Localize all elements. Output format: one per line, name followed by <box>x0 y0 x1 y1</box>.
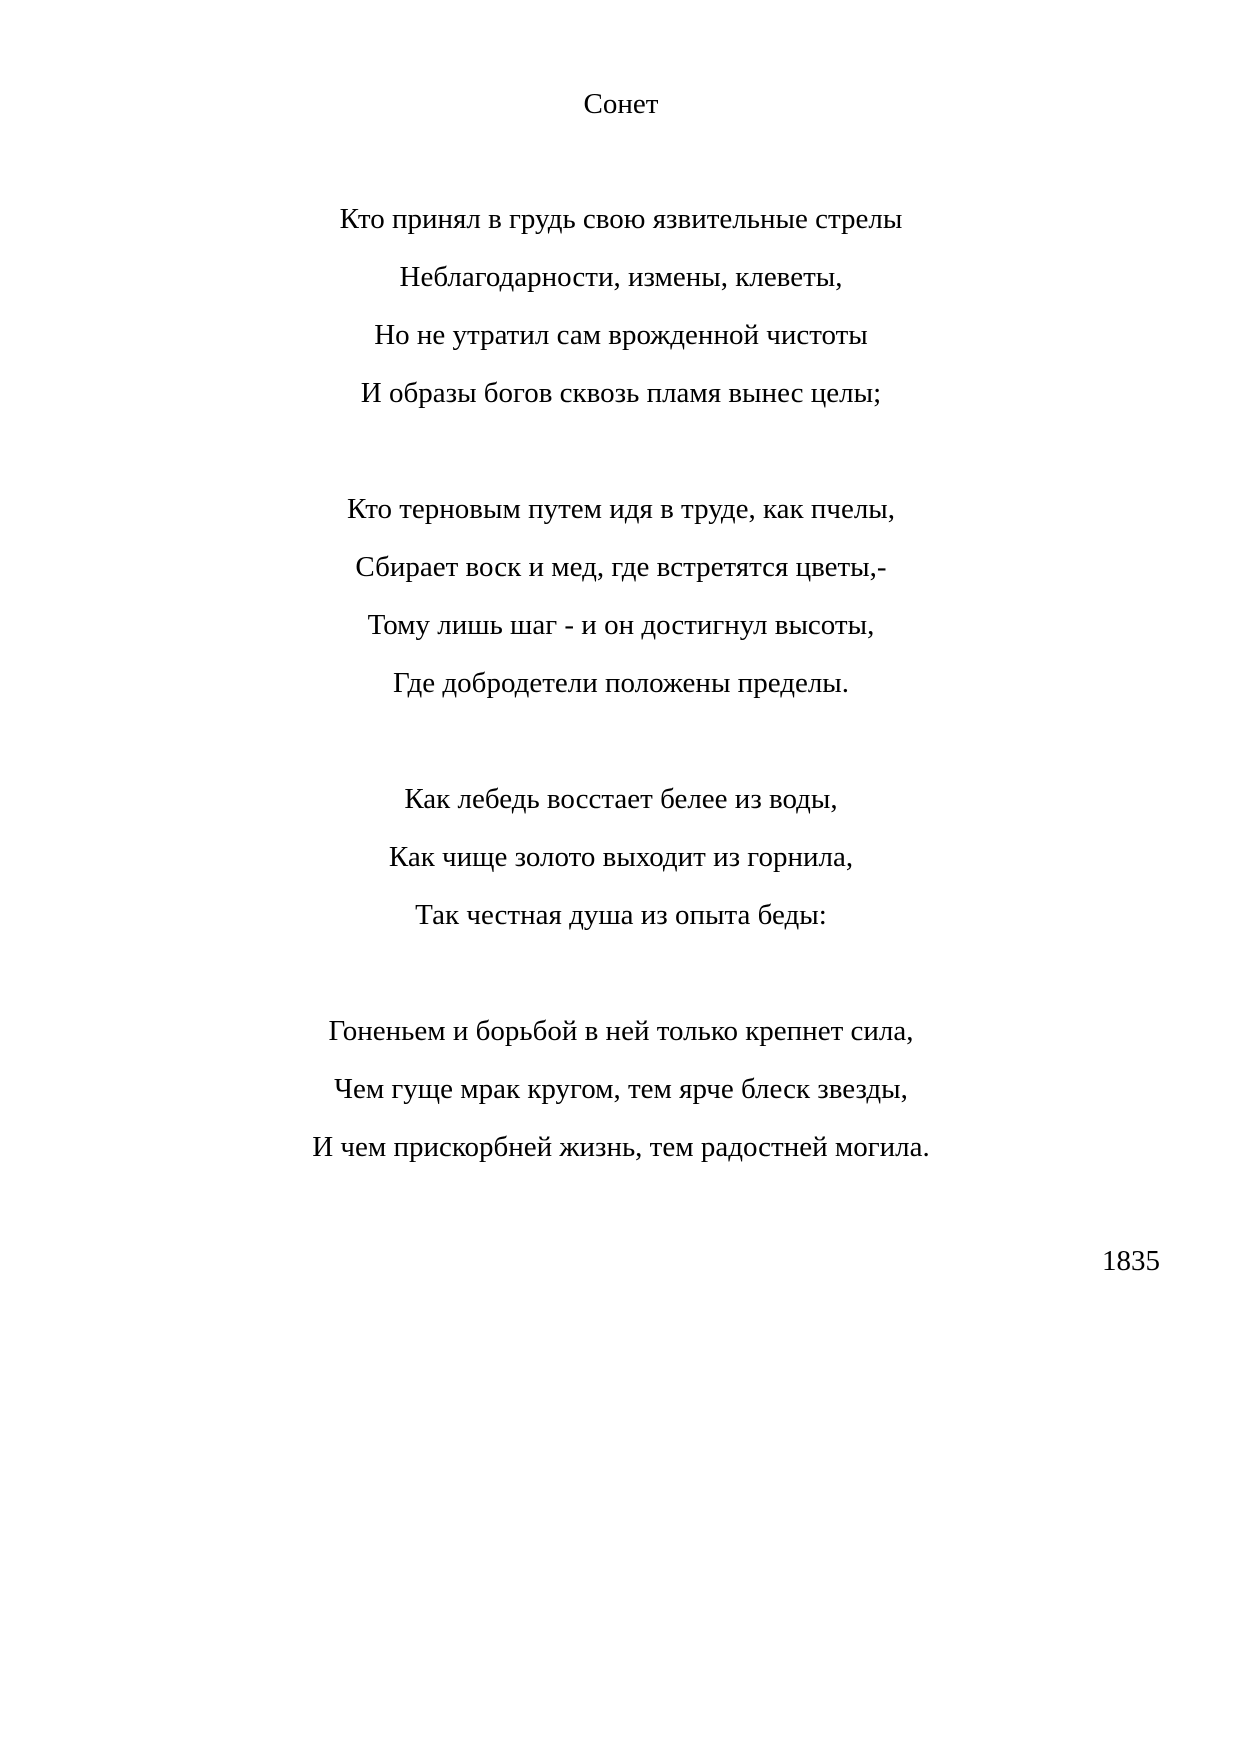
poem-body <box>0 199 1242 1243</box>
poem-line: Чем гуще мрак кругом, тем ярче блеск звезды, <box>334 1073 908 1105</box>
poem-line: Так честная душа из опыта беды: <box>415 899 827 931</box>
stanza-1 <box>0 199 1242 431</box>
poem-line: Но не утратил сам врожденной чистоты <box>374 319 868 351</box>
stanza-3 <box>0 779 1242 953</box>
poem-line: Как чище золото выходит из горнила, <box>388 841 854 873</box>
poem-line: И чем прискорбней жизнь, тем радостней могила. <box>312 1131 930 1163</box>
poem-line: Кто принял в грудь свою язвительные стрелы <box>339 203 903 235</box>
poem-year: 1835 <box>1102 1245 1160 1277</box>
stanza-2 <box>0 489 1242 721</box>
stanza-4 <box>0 1011 1242 1185</box>
poem-line: Сбирает воск и мед, где встретятся цветы,- <box>355 551 887 583</box>
poem-line: Как лебедь восстает белее из воды, <box>404 783 838 815</box>
poem-line: Тому лишь шаг - и он достигнул высоты, <box>367 609 875 641</box>
poem-line: Где добродетели положены пределы. <box>392 667 850 699</box>
poem-line: Кто терновым путем идя в труде, как пчелы, <box>346 493 896 525</box>
poem-line: Неблагодарности, измены, клеветы, <box>399 261 843 293</box>
poem-title: Сонет <box>583 88 659 120</box>
poem-line: Гоненьем и борьбой в ней только крепнет сила, <box>328 1015 914 1047</box>
poem-line: И образы богов сквозь пламя вынес целы; <box>360 377 882 409</box>
